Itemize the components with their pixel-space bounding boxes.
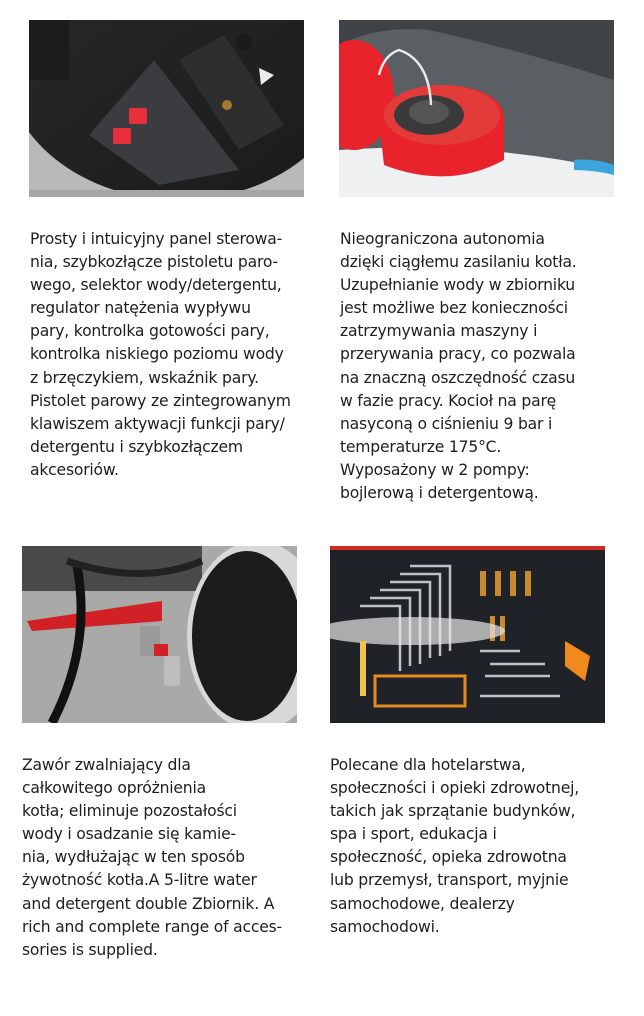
feature-description-autonomy: Nieograniczona autonomia dzięki ciągłemu zasilaniu kotła. Uzupełnianie wody w zbiorniku jest możliwe bez konieczności zatrzymywania maszyny i przerywania pracy, co pozwala na znaczną oszczędność czasu w fazie pracy. Kocioł na parę nasyconą o ciśnieniu 9 bar i temperaturze 175°C. Wyposażony w 2 pompy: bojlerową i detergentową. xyxy=(340,230,577,503)
red-switch-icon xyxy=(113,128,131,144)
water-tank-photo xyxy=(339,20,614,197)
tools-steam-photo xyxy=(330,546,605,723)
red-switch-icon xyxy=(129,108,147,124)
feature-description-applications: Polecane dla hotelarstwa, społeczności i opieki zdrowotnej, takich jak sprzątanie budynków, spa i sport, edukacja i społeczność, opieka zdrowotna lub przemysł, transport, myjnie samochodowe, dealerzy samochodowi. xyxy=(330,756,579,936)
drain-valve-photo xyxy=(22,546,297,723)
control-panel-image xyxy=(29,20,304,197)
tools-steam-image xyxy=(330,546,605,723)
feature-description-drain-valve: Zawór zwalniający dla całkowitego opróżnienia kotła; eliminuje pozostałości wody i osadzanie się kamie- nia, wydłużając w ten sposób żywotność kotła.A 5-litre water and detergent double Zbiornik. A rich and complete range of acces- sories is supplied. xyxy=(22,756,282,959)
feature-description-control-panel: Prosty i intuicyjny panel sterowa- nia, szybkozłącze pistoletu paro- wego, selektor wody/detergentu, regulator natężenia wypływu pary, kontrolka gotowości pary, kontrolka niskiego poziomu wody z brzęczykiem, wskaźnik pary. Pistolet parowy ze zintegrowanym klawiszem aktywacji funkcji pary/ detergentu i szybkozłączem akcesoriów. xyxy=(30,230,291,479)
drain-valve-image xyxy=(22,546,297,723)
water-tank-image xyxy=(339,20,614,197)
control-panel-photo xyxy=(29,20,304,197)
